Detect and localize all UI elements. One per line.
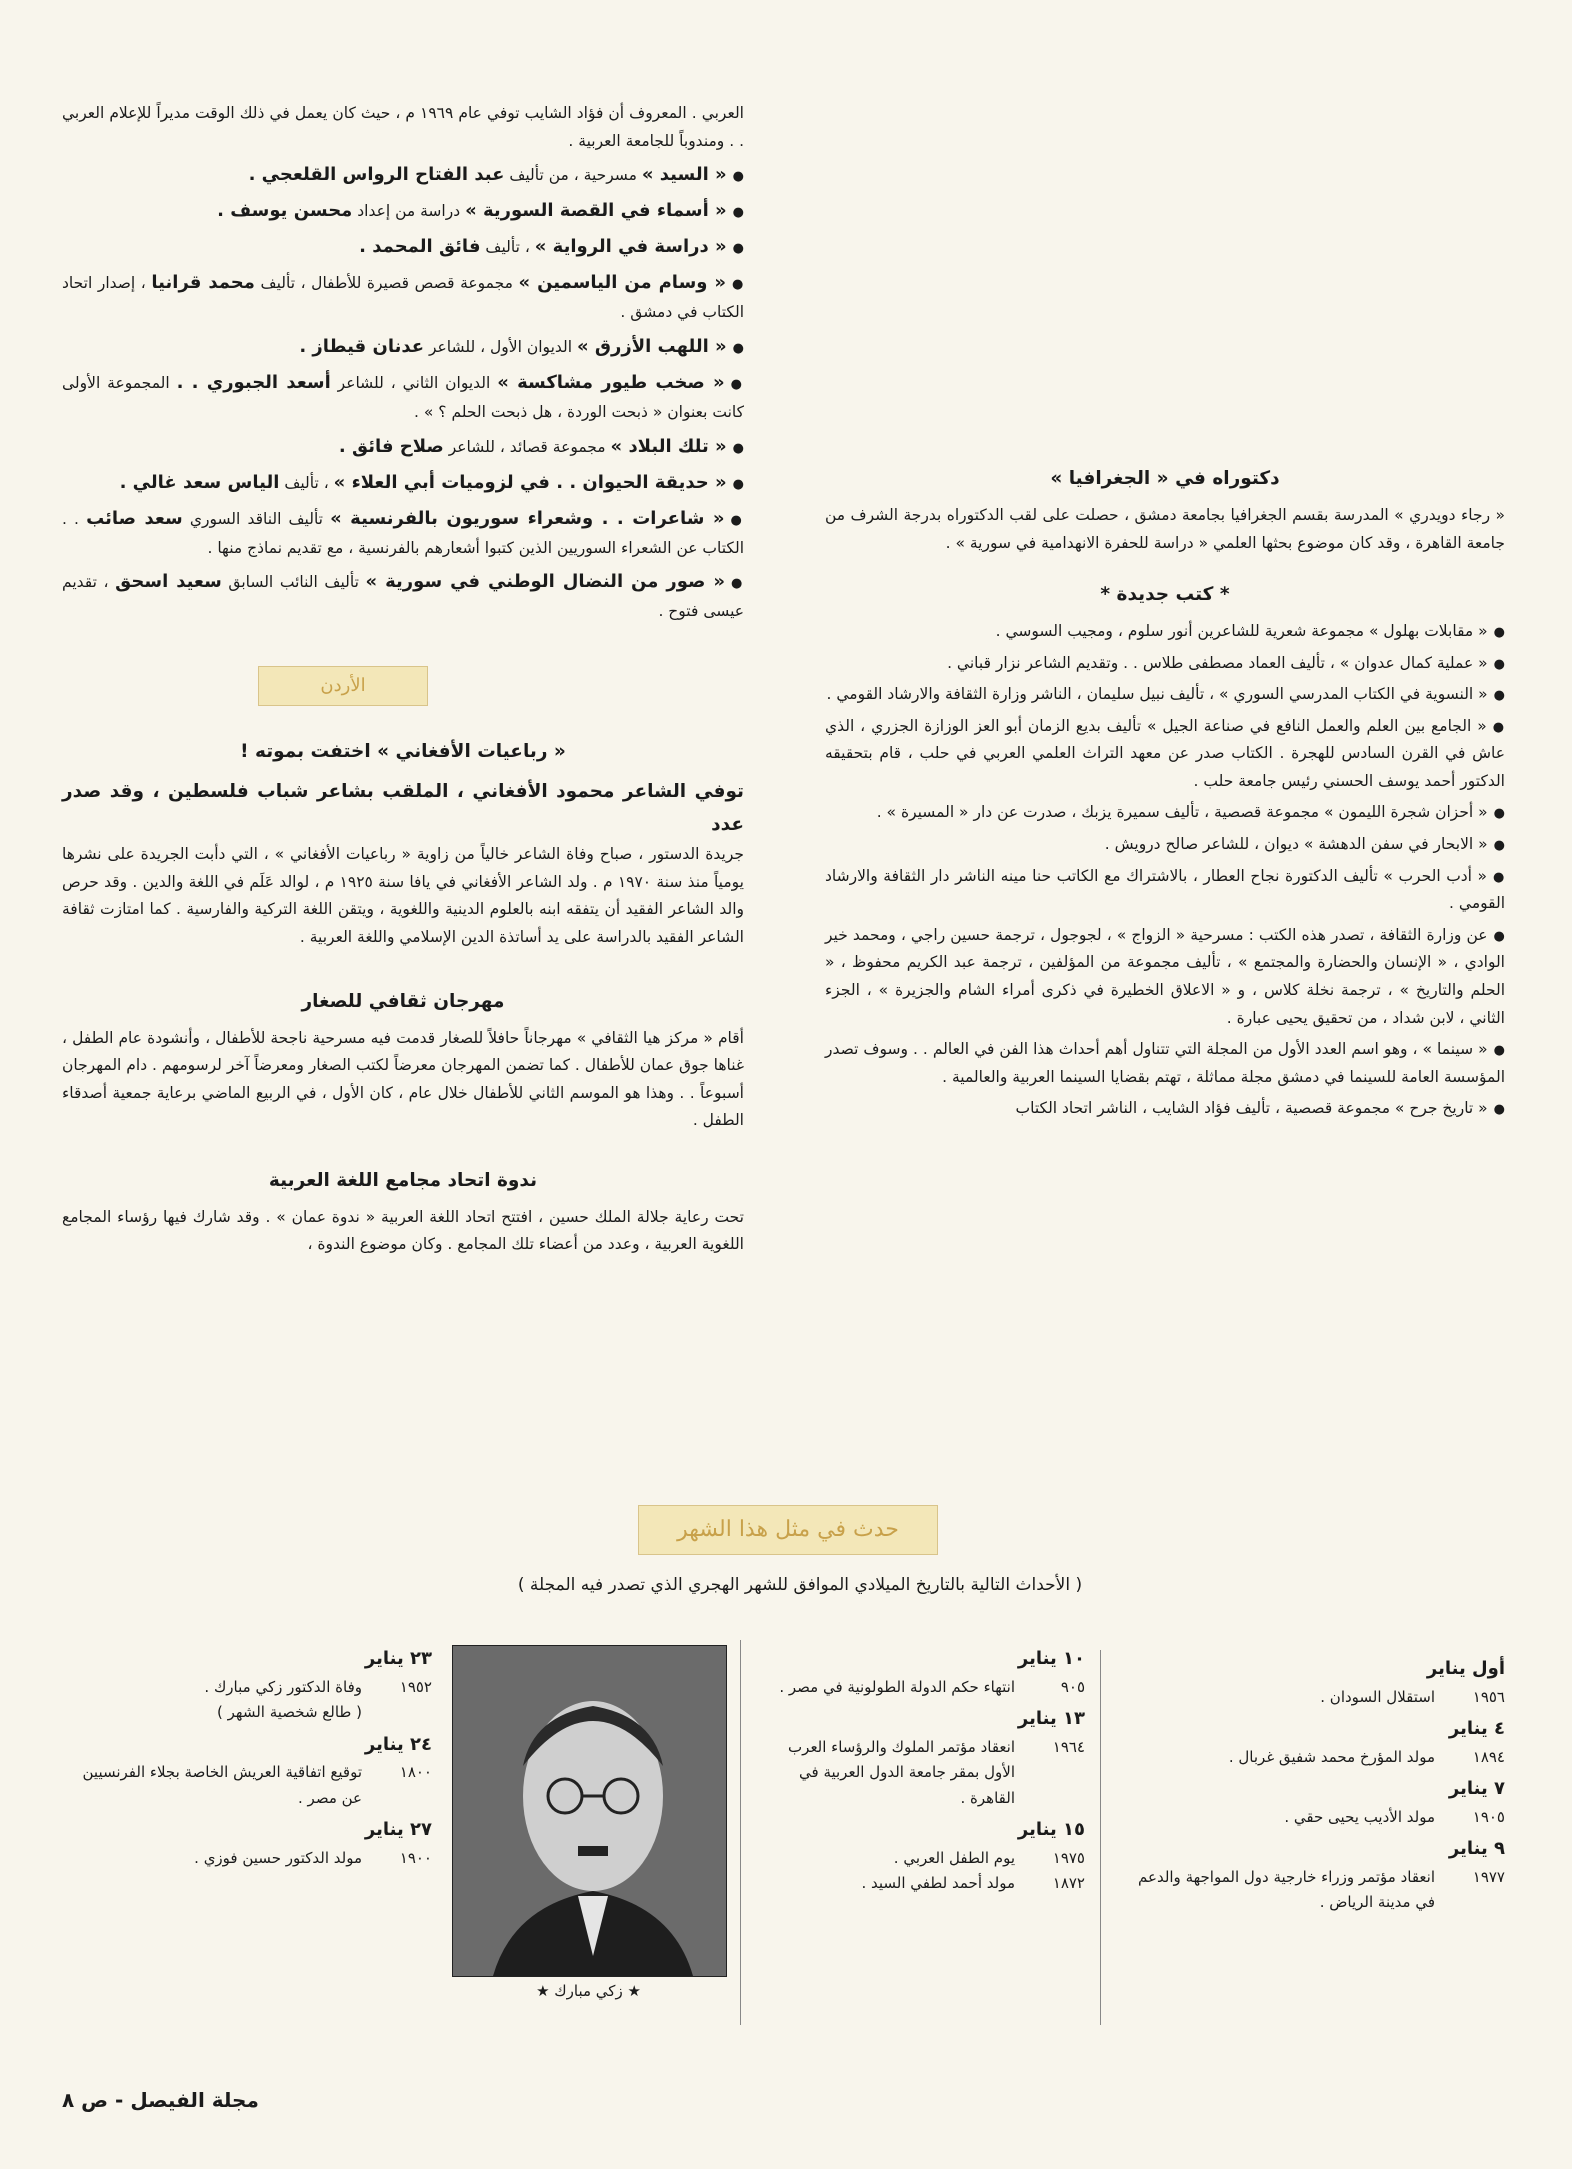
book-author: أسعد الجبوري . . [176,371,331,393]
new-book-item: ● « الجامع بين العلم والعمل النافع في صناعة الجيل » تأليف بديع الزمان أبو العز الوزازة الجزري ، الذي عاش في القرن السادس للهجرة . الكتاب صدر عن معهد التراث العلمي العربي في حلب ، قام بتحقيقه الدكتور أحمد يوسف الحسني رئيس جامعة حلب . [825,713,1505,796]
book-author: عدنان قيطاز . [299,335,425,357]
book-author: الياس سعد غالي . [119,471,280,493]
new-book-item: ● « مقابلات بهلول » مجموعة شعرية للشاعرين أنور سلوم ، ومجيب السوسي . [825,618,1505,646]
event-entry [755,1735,1085,1812]
new-books-title: * كتب جديدة * [1100,584,1230,606]
book-desc: ، تأليف [284,473,329,492]
event-year: ١٨٧٢ [1052,1874,1085,1893]
book-item [62,195,744,227]
event-text: انعقاد مؤتمر وزراء خارجية دول المواجهة والدعم في مدينة الرياض . [1138,1867,1435,1912]
event-entry [755,1846,1085,1872]
event-entry [1115,1865,1505,1916]
book-desc: مجموعة قصائد ، للشاعر [448,437,606,456]
new-book-item: ● « الابحار في سفن الدهشة » ديوان ، للشاعر صالح درويش . [825,831,1505,859]
event-entry [62,1675,432,1701]
book-title: « شاعرات . . وشعراء سوريون بالفرنسية » [330,507,725,529]
event-year: ١٩٧٧ [1472,1867,1505,1886]
event-entry [1115,1685,1505,1711]
festival-body: أقام « مركز هيا الثقافي » مهرجاناً حافلاً للصغار قدمت فيه مسرحية ناجحة للأطفال ، وأنشودة عام الطفل ، غناها جوق عمان للأطفال . كما تضمن المهرجان معرضاً لكتب الصغار ومعرضاً آخر لرسومهم . دام المهرجان أسبوعاً . . وهذا هو الموسم الثاني للأطفال خلال عام ، كان الأول ، في الربيع الماضي برعاية جمعية أصدقاء الطفل . [61,1028,744,1130]
book-title: « وسام من الياسمين » [518,272,726,294]
event-date: ٤ يناير [1448,1718,1505,1740]
book-item [62,267,744,327]
event-date: ٧ يناير [1448,1778,1505,1800]
afghani-body: جريدة الدستور ، صباح وفاة الشاعر خالياً من زاوية « رباعيات الأفغاني » ، التي دأبت الجريدة على نشرها يومياً منذ سنة ١٩٧٠ م . ولد الشاعر الأفغاني في يافا سنة ١٩٢٥ م ، لوالد عَلَم في اللغة والدين . وقد حرص والد الشاعر الفقيد أن يتفقه ابنه بالعلوم الدينية واللغوية ، ويتقن اللغة التركية والفارسية . كما امتازت ثقافة الشاعر الفقيد بالدراسة على يد أساتذة الدين الإسلامي واللغة العربية . [62,845,744,947]
afghani-title: « رباعيات الأفغاني » اختفت بموته ! [240,740,566,762]
book-title: « اللهب الأزرق » [576,335,727,357]
event-year: ١٩٠٥ [1472,1807,1505,1826]
festival-title: مهرجان ثقافي للصغار [301,990,505,1012]
intro-paragraph: العربي . المعروف أن فؤاد الشايب توفي عام ١٩٦٩ م ، حيث كان يعمل في ذلك الوقت مديراً للإعلام العربي . . ومندوباً للجامعة العربية . [62,104,744,150]
section-banner-text: الأردن [320,674,366,696]
event-text: مولد المؤرخ محمد شفيق غربال . [1228,1747,1435,1766]
book-desc: مجموعة قصص قصيرة للأطفال ، تأليف [260,274,513,293]
book-item [62,467,744,499]
book-item [62,367,744,427]
event-date: أول يناير [1426,1658,1505,1679]
new-book-item: ● « أدب الحرب » تأليف الدكتورة نجاح العطار ، بالاشتراك مع الكاتب حنا مينه الناشر دار الثقافة والارشاد القومي . [825,863,1505,918]
book-extra: المجموعة الأولى كانت بعنوان « ذبحت الوردة ، هل ذبحت الحلم ؟ » . [62,373,744,421]
event-date: ٢٧ يناير [364,1819,432,1841]
book-author: عبد الفتاح الرواس القلعجي . [248,164,505,186]
book-extra: ، إصدار اتحاد الكتاب في دمشق . [62,274,744,322]
event-year: ١٨٩٤ [1472,1747,1505,1766]
event-entry [62,1760,432,1811]
book-desc: دراسة من إعداد [357,202,461,221]
new-book-item: ● عن وزارة الثقافة ، تصدر هذه الكتب : مسرحية « الزواج » ، لجوجول ، ترجمة حسين راجي ، ومحمد خير الوادي ، « الإنسان والحضارة والمجتمع » ، تأليف مجموعة من المؤلفين ، ترجمة عبد الكريم محفوظ ، « الحلم والتاريخ » ، ترجمة نخلة كلاس ، و « الاعلاق الخطيرة في ذكرى أمراء الشام والجزيرة » ، الجزء الثاني ، لابن شداد ، من تحقيق يحيى عبارة . [825,922,1505,1032]
event-entry [1115,1805,1505,1831]
doctorate-title: دكتوراه في « الجغرافيا » [1050,468,1280,489]
event-entry [755,1871,1085,1897]
book-desc: تأليف النائب السابق [228,573,359,592]
book-desc: ، تأليف [485,238,530,257]
right-book-list [825,618,1505,1123]
book-desc: تأليف الناقد السوري [189,509,323,528]
book-title: « دراسة في الرواية » [534,236,727,258]
book-item [62,566,744,626]
book-title: « حديقة الحيوان . . في لزوميات أبي العلاء » [333,471,727,493]
divider [740,1640,741,2025]
book-title: « تلك البلاد » [610,435,727,457]
divider [1100,1650,1101,2025]
book-extra: . . الكتاب عن الشعراء السوريين الذين كتبوا أشعارهم بالفرنسية ، مع تقديم نماذج منها . [62,509,744,557]
event-year: ١٨٠٠ [399,1763,432,1782]
event-year: ٩٠٥ [1060,1677,1085,1696]
event-year: ١٩٦٤ [1052,1737,1085,1756]
event-entry [1115,1745,1505,1771]
event-year: ١٩٧٥ [1052,1848,1085,1867]
events-subtitle: ( الأحداث التالية بالتاريخ الميلادي الموافق للشهر الهجري الذي تصدر فيه المجلة ) [517,1575,1083,1595]
section-banner [258,666,428,706]
event-text: وفاة الدكتور زكي مبارك . [204,1677,362,1696]
book-title: « أسماء في القصة السورية » [465,200,727,222]
book-author: محمد قرانيا [151,272,255,294]
event-date: ٩ يناير [1448,1838,1505,1860]
book-item [62,431,744,463]
event-date: ٢٣ يناير [364,1648,432,1669]
book-desc: مسرحية ، من تأليف [509,166,637,185]
book-item [62,231,744,263]
event-year: ١٩٥٢ [399,1677,432,1696]
book-author: سعيد اسحق [115,571,222,593]
book-desc: الديوان الأول ، للشاعر [428,337,573,356]
book-item [62,503,744,563]
new-book-item: ● « النسوية في الكتاب المدرسي السوري » ، تأليف نبيل سليمان ، الناشر وزارة الثقافة والارشاد القومي . [825,681,1505,709]
events-column-3 [62,1640,432,1871]
portrait-photo [453,1646,726,1976]
book-author: صلاح فائق . [338,435,444,457]
events-banner-text: حدث في مثل هذا الشهر [677,1517,899,1542]
event-date: ٢٤ يناير [364,1733,432,1755]
symposium-title: ندوة اتحاد مجامع اللغة العربية [268,1169,538,1191]
symposium-body: تحت رعاية جلالة الملك حسين ، افتتح اتحاد اللغة العربية « ندوة عمان » . وقد شارك فيها رؤساء المجامع اللغوية العربية ، وعدد من أعضاء تلك المجامع . وكان موضوع الندوة ، [62,1207,744,1254]
event-text: مولد الدكتور حسين فوزي . [194,1848,362,1867]
event-text: انتهاء حكم الدولة الطولونية في مصر . [779,1677,1015,1696]
new-book-item: ● « أحزان شجرة الليمون » مجموعة قصصية ، تأليف سميرة يزبك ، صدرت عن دار « المسيرة » . [825,799,1505,827]
footer: مجلة الفيصل - ص ٨ [62,2088,259,2112]
new-book-item: ● « عملية كمال عدوان » ، تأليف العماد مصطفى طلاس . . وتقديم الشاعر نزار قباني . [825,650,1505,678]
event-text: مولد الأديب يحيى حقي . [1284,1807,1435,1826]
afghani-lead: توفي الشاعر محمود الأفغاني ، الملقب بشاعر شباب فلسطين ، وقد صدر عدد [62,780,744,835]
event-text: يوم الطفل العربي . [893,1848,1015,1867]
doctorate-body: « رجاء دويدري » المدرسة بقسم الجغرافيا بجامعة دمشق ، حصلت على لقب الدكتوراه بدرجة الشرف من جامعة القاهرة ، وقد كان موضوع بحثها العلمي « دراسة للحفرة الانهدامية في سورية » . [825,505,1505,552]
right-column [825,455,1505,1127]
photo-frame [452,1645,727,1977]
event-date: ١٠ يناير [1017,1648,1085,1669]
book-extra: ، تقديم عيسى فتوح . [62,573,744,621]
event-entry [755,1675,1085,1701]
new-book-item: ● « سينما » ، وهو اسم العدد الأول من المجلة التي تتناول أهم أحداث هذا الفن في العالم . . وسوف تصدر المؤسسة العامة للسينما في دمشق مجلة مماثلة ، تهتم بقضايا السينما العربية والعالمية . [825,1036,1505,1091]
events-column-1 [1115,1650,1505,1916]
events-column-2 [755,1640,1085,1897]
book-author: محسن يوسف . [217,200,353,222]
book-item [62,159,744,191]
book-author: سعد صائب [86,507,183,529]
event-text: استقلال السودان . [1320,1687,1435,1706]
event-date: ١٣ يناير [1017,1708,1085,1730]
book-title: « السيد » [641,164,727,186]
left-book-list [62,159,744,626]
book-author: فائق المحمد . [359,236,481,258]
event-year: ١٩٥٦ [1472,1687,1505,1706]
event-text: توقيع اتفاقية العريش الخاصة بجلاء الفرنسيين عن مصر . [82,1763,362,1807]
left-column [62,100,744,1263]
book-desc: الديوان الثاني ، للشاعر [337,373,491,392]
event-year: ١٩٠٠ [399,1848,432,1867]
photo-caption: ★ زكي مبارك ★ [536,1982,641,2000]
book-title: « صور من النضال الوطني في سورية » [365,571,725,593]
event-date: ١٥ يناير [1017,1819,1085,1841]
book-item [62,331,744,363]
event-text: انعقاد مؤتمر الملوك والرؤساء العرب الأول بمقر جامعة الدول العربية في القاهرة . [788,1737,1015,1807]
event-text: مولد أحمد لطفي السيد . [861,1874,1015,1893]
new-book-item: ● « تاريخ جرح » مجموعة قصصية ، تأليف فؤاد الشايب ، الناشر اتحاد الكتاب [825,1095,1505,1123]
book-title: « صخب طيور مشاكسة » [497,371,725,393]
event-entry [62,1846,432,1872]
events-banner [638,1505,938,1555]
event-note: ( طالع شخصية الشهر ) [217,1703,362,1722]
